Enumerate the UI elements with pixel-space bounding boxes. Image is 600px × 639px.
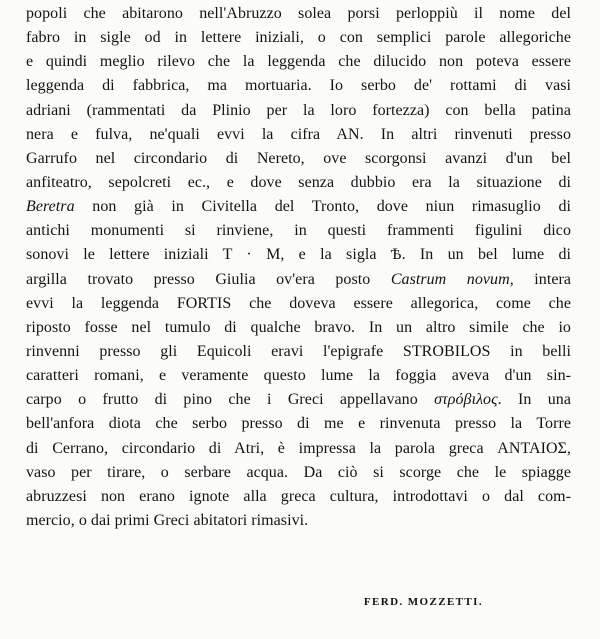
text-line bbox=[26, 195, 571, 219]
italic-text: στρόβιλος bbox=[434, 391, 498, 409]
text-line bbox=[26, 412, 571, 436]
text-segment: , intera bbox=[509, 270, 572, 288]
text-line bbox=[26, 292, 571, 316]
text-line bbox=[26, 243, 571, 267]
text-line bbox=[26, 268, 571, 292]
body-text bbox=[26, 2, 571, 533]
text-line bbox=[26, 437, 571, 461]
text-line bbox=[26, 147, 571, 171]
text-line bbox=[26, 2, 571, 26]
text-segment: non già in Civitella del Tronto, dove niun rimasuglio di bbox=[74, 198, 571, 216]
text-line bbox=[26, 388, 571, 412]
text-line bbox=[26, 364, 571, 388]
text-segment: nera e fulva, ne'quali evvi la cifra AN. In altri rinvenuti presso bbox=[26, 125, 571, 143]
text-line bbox=[26, 219, 571, 243]
text-segment: carpo o frutto di pino che i Greci appellavano bbox=[26, 391, 435, 409]
text-line bbox=[26, 123, 571, 147]
text-line bbox=[26, 26, 571, 50]
text-segment: anfiteatro, sepolcreti ec., e dove senza dubbio era la situazione di bbox=[26, 173, 571, 191]
text-line bbox=[26, 74, 571, 98]
text-segment: di Cerrano, circondario di Atri, è impressa la parola greca ΑΝΤΑΙΟΣ, bbox=[26, 439, 571, 457]
text-line bbox=[26, 509, 571, 533]
text-segment: fabro in sigle od in lettere iniziali, o con semplici parole allegoriche bbox=[26, 29, 571, 47]
text-line bbox=[26, 316, 571, 340]
text-segment: antichi monumenti si rinviene, in questi frammenti figulini dico bbox=[26, 222, 571, 240]
text-segment: . In una bbox=[497, 391, 571, 409]
text-segment: riposto fosse nel tumulo di qualche bravo. In un altro simile che io bbox=[26, 318, 571, 336]
text-segment: mercio, o dai primi Greci abitatori rimasivi. bbox=[26, 511, 309, 529]
text-segment: sonovi le lettere iniziali T · M, e la sigla Ѣ. In un bel lume di bbox=[26, 246, 571, 264]
italic-text: Castrum novum bbox=[390, 270, 510, 288]
text-line bbox=[26, 461, 571, 485]
text-segment: rinvenni presso gli Equicoli eravi l'epigrafe STROBILOS in belli bbox=[26, 342, 571, 360]
text-segment: argilla trovato presso Giulia ov'era posto bbox=[26, 270, 391, 288]
text-segment: abruzzesi non erano ignote alla greca cultura, introdottavi o dal com- bbox=[26, 487, 571, 505]
text-line bbox=[26, 171, 571, 195]
italic-text: Beretra bbox=[26, 198, 75, 216]
text-segment: vaso per tirare, o serbare acqua. Da ciò si scorge che le spiagge bbox=[26, 463, 571, 481]
text-segment: popoli che abitarono nell'Abruzzo solea porsi perloppiù il nome del bbox=[26, 5, 571, 22]
text-line bbox=[26, 340, 571, 364]
text-segment: leggenda di fabbrica, ma mortuaria. Io serbo de' rottami di vasi bbox=[26, 77, 571, 95]
text-segment: evvi la leggenda FORTIS che doveva essere allegorica, come che bbox=[26, 294, 571, 312]
text-line bbox=[26, 485, 571, 509]
text-segment: Garrufo nel circondario di Nereto, ove scorgonsi avanzi d'un bel bbox=[26, 149, 571, 167]
text-line bbox=[26, 99, 571, 123]
text-segment: adriani (rammentati da Plinio per la loro fortezza) con bella patina bbox=[26, 101, 571, 119]
text-segment: caratteri romani, e veramente questo lume la foggia aveva d'un sin- bbox=[26, 367, 571, 385]
text-segment: bell'anfora diota che serbo presso di me e rinvenuta presso la Torre bbox=[26, 415, 571, 433]
author-signature: FERD. MOZZETTI. bbox=[363, 596, 483, 608]
text-line bbox=[26, 50, 571, 74]
text-segment: e quindi meglio rilevo che la leggenda che dilucido non poteva essere bbox=[26, 53, 571, 71]
